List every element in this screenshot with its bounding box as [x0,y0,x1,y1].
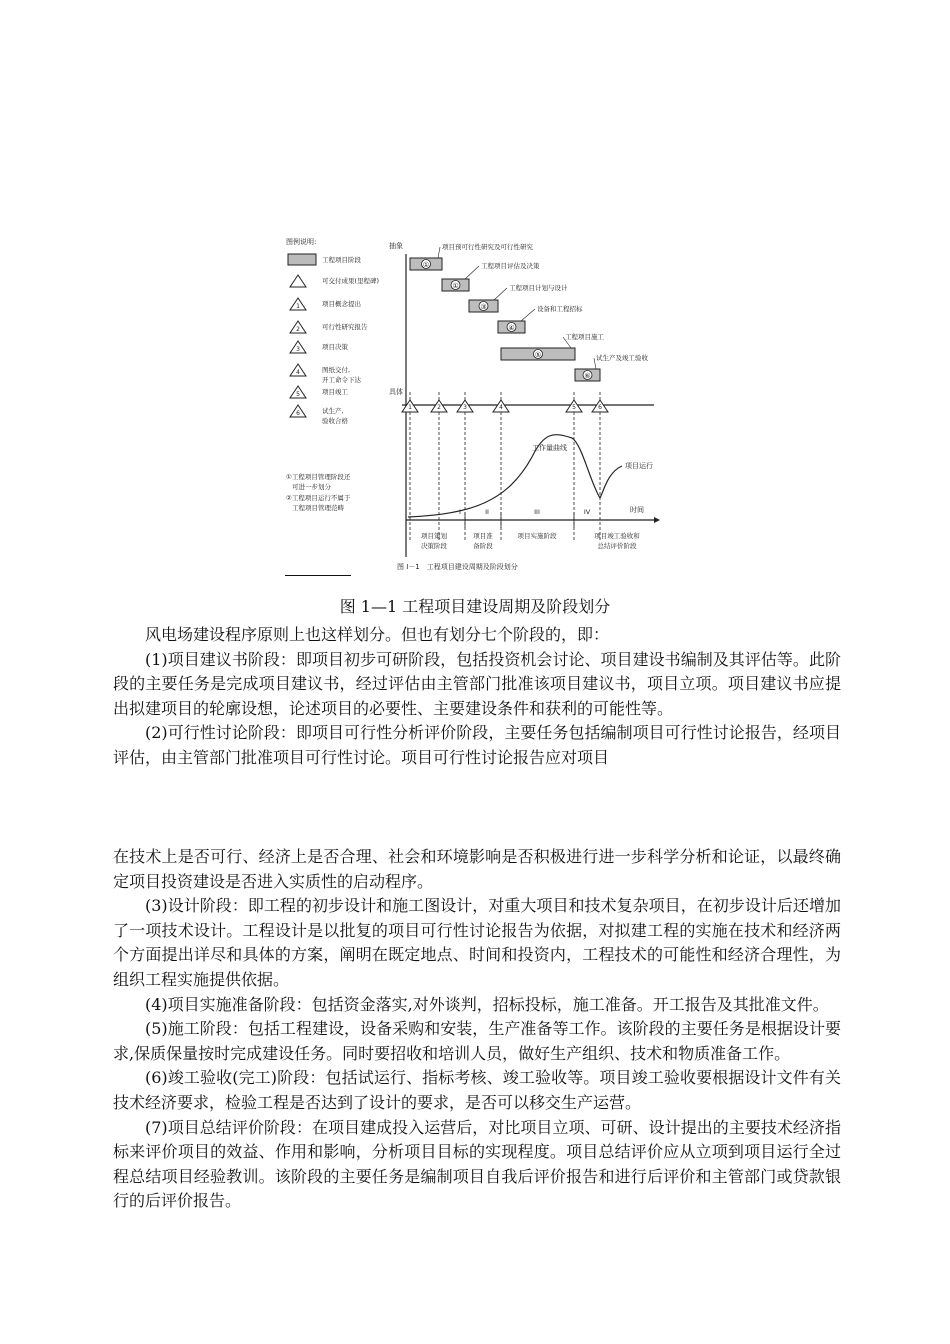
phase-numeral: III [534,508,540,516]
stage-bar-leader [465,266,479,279]
stage-bars [410,242,649,381]
phase-numeral: II [485,508,489,516]
paragraph-stage-3: (3)设计阶段：即工程的初步设计和施工图设计，对重大项目和技术复杂项目，在初步设计后还增加了一项技术设计。工程设计是以批复的项目可行性讨论报告为依据，对拟建工程的实施在技术和经济两个方面提出详尽和具体的方案，阐明在既定地点、时间和投资内，工程技术的可能性和经济合理性，为组织工程实施提供依据。 [113,896,841,989]
legend-item-label: 工程项目阶段 [322,256,361,264]
paragraph-stage-2: (2)可行性讨论阶段：即项目可行性分析评价阶段，主要任务包括编制项目可行性讨论报告，经项目评估，由主管部门批准项目可行性讨论。项目可行性讨论报告应对项目 [113,723,841,767]
figure-inner-caption: 图 I－1 工程项目建设周期及阶段划分 [397,563,518,571]
legend-triangle-num: 1 [296,303,300,310]
text-block-top [113,623,841,771]
legend-triangle-num: 3 [296,346,300,353]
curve-label: 工作量曲线 [532,444,567,452]
paragraph-stage-7: (7)项目总结评价阶段：在项目建成投入运营后，对比项目立项、可研、设计提出的主要技术经济指标来评价项目的效益、作用和影响，分析项目目标的实现程度。项目总结评价应从立项到项目运行全过程总结项目经验教训。该阶段的主要任务是编制项目自我后评价报告和进行后评价和主管部门或贷款银行的后评价报告。 [113,1117,841,1211]
stage-bar-label: 工程项目施工 [565,333,604,341]
phase-label-line2: 备阶段 [473,542,493,550]
paragraph-stage-6: (6)竣工验收(完工)阶段：包括试运行、指标考核、竣工验收等。项目竣工验收要根据设计文件有关技术经济要求，检验工程是否达到了设计的要求，是否可以移交生产运营。 [113,1068,841,1112]
phase-labels [421,508,640,550]
lifecycle-diagram [282,232,662,582]
paragraph-stage-1: (1)项目建议书阶段：即项目初步可研阶段，包括投资机会讨论、项目建设书编制及其评估等。此阶段的主要任务是完成项目建议书，经过评估由主管部门批准该项目建议书，项目立项。项目建议书应提出拟建项目的轮廓设想，论述项目的必要性、主要建设条件和获利的可能性等。 [113,649,841,718]
phase-label: 项目实施阶段 [517,532,557,540]
legend-bar-swatch [288,254,316,265]
legend-item-label: 试生产, [322,407,344,415]
legend-triangle-icon [290,275,306,287]
stage-bar-circled-num: ④ [508,324,515,332]
figure-note-line: ②工程项目运行不属于 [286,494,351,502]
milestone-number: 2 [437,404,441,411]
operation-label: 项目运行 [625,462,653,470]
legend-title: 图例说明: [286,238,317,246]
stage-bar-circled-num: ⑤ [534,351,542,359]
figure-legend [286,237,379,425]
text-block-bottom [113,845,841,1214]
legend-item-label: 项目竣工 [322,388,348,396]
figure-caption: 图 1—1 工程项目建设周期及阶段划分 [339,597,611,616]
stage-bar-label: 设备和工程招标 [537,305,583,313]
legend-item-label: 图纸交付, [322,366,351,374]
legend-triangle-num: 2 [296,326,300,333]
figure-note-line: 可进一步划分 [292,483,331,491]
phase-label: 项目准 [473,532,493,540]
phase-label-line2: 总结评价阶段 [597,542,637,550]
paragraph-intro: 风电场建设程序原则上也这样划分。但也有划分七个阶段的，即： [145,625,610,644]
milestone-number: 4 [499,404,503,411]
stage-bar-label: 项目预可行性研究及可行性研究 [442,243,533,251]
stage-bar-circled-num: ① [452,282,459,290]
legend-item-label: 可交付成果(里程碑) [322,277,380,285]
caption-rule [285,575,351,576]
milestone-number: 3 [463,404,467,411]
figure-note-line: ①工程项目管理阶段还 [286,473,351,481]
legend-triangle-num: 5 [296,391,300,398]
stage-bar-leader [521,309,535,321]
axis-top-label: 抽象 [389,242,403,250]
axis-bottom-label: 具体 [389,388,403,396]
paragraph-stage-4: (4)项目实施准备阶段：包括资金落实,对外谈判，招标投标，施工准备。开工报告及其批准文件。 [145,994,829,1014]
stage-bar-label: 工程项目评估及决策 [481,262,540,270]
stage-bar-circled-num: ① [422,261,430,269]
legend-item-label: 可行性研究报告 [322,323,368,331]
phase-numeral: I [459,508,461,516]
workload-curve [408,435,653,517]
legend-item-label: 项目概念提出 [322,300,361,308]
stage-bar-circled-num: ③ [480,303,487,311]
paragraph-continuation: 在技术上是否可行、经济上是否合理、社会和环境影响是否积极进行进一步科学分析和论证，以最终确定项目投资建设是否进入实质性的启动程序。 [113,847,841,891]
phase-label-line2: 决策阶段 [421,542,447,550]
stage-bar-circled-num: ⑥ [584,372,591,380]
legend-triangle-num: 6 [296,410,300,417]
paragraph-stage-5: (5)施工阶段：包括工程建设，设备采购和安装，生产准备等工作。该阶段的主要任务是根据设计要求,保质保量按时完成建设任务。同时要招收和培训人员，做好生产组织、技术和物质准备工作。 [113,1019,841,1063]
legend-triangle-num: 4 [296,369,300,376]
project-lifecycle-figure [282,232,662,582]
phase-label: 项目策划 [421,532,447,540]
legend-item-label-line2: 验收合格 [322,417,348,425]
milestone-number: 1 [408,404,412,411]
legend-item-label: 项目决策 [322,343,348,351]
time-axis-label: 时间 [630,506,644,514]
stage-bar-leader [494,288,507,300]
stage-bar-label: 工程项目计划与设计 [509,284,568,292]
phase-label: 项目竣工验收和 [594,532,640,540]
milestone-number: 5 [572,404,576,411]
figure-notes [286,472,351,512]
figure-note-line: 工程项目管理范畴 [292,504,344,512]
phase-numeral: IV [583,508,591,516]
stage-bar-label: 试生产及竣工验收 [596,354,648,362]
legend-item-label-line2: 开工命令下达 [322,376,361,384]
stage-bar-leader [438,247,440,258]
milestone-number: 6 [598,404,602,411]
